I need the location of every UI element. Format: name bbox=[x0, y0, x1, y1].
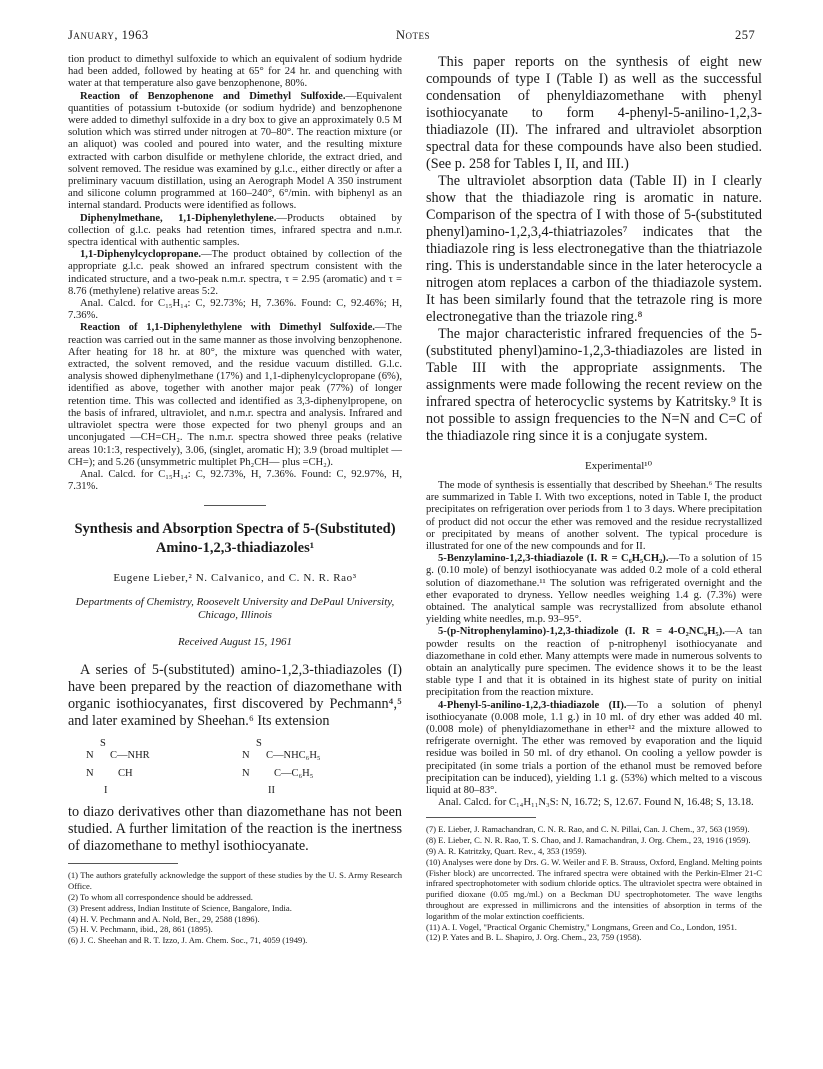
running-header-date: January, 1963 bbox=[68, 28, 149, 42]
footnote: (9) A. R. Katritzky, Quart. Rev., 4, 353 (1959). bbox=[426, 846, 587, 857]
structure-figure bbox=[68, 738, 402, 800]
article-affiliation: Departments of Chemistry, Roosevelt University and DePaul University, Chicago, Illinois bbox=[75, 596, 395, 622]
structure-i-ch: CH bbox=[118, 768, 133, 780]
footnote: (7) E. Lieber, J. Ramachandran, C. N. R. Rao, and C. N. Pillai, Can. J. Chem., 37, 563 (1959). bbox=[426, 824, 750, 835]
paragraph bbox=[68, 91, 402, 213]
run-in-heading: Diphenylmethane, 1,1-Diphenylethylene. bbox=[80, 212, 277, 224]
section-divider bbox=[204, 505, 266, 506]
analysis-line: Anal. Calcd. for C₁₄H₁₁N₃S: N, 16.72; S, 12.67. Found N, 16.48; S, 13.18. bbox=[438, 797, 754, 809]
article-authors: Eugene Lieber,² N. Calvanico, and C. N. R. Rao³ bbox=[113, 572, 357, 585]
footnote: (2) To whom all correspondence should be addressed. bbox=[68, 891, 253, 902]
experimental-heading: Experimental¹⁰ bbox=[585, 460, 652, 472]
page-number: 257 bbox=[735, 28, 756, 42]
paragraph-text: —Equivalent quantities of potassium t-butoxide (or sodium hydride) and benzophenone were added to dimethyl sulfoxide in a dry box to give an approximately 0.5 M solution which was stirred under nitrogen at 70–80°. The reaction mixture (or an aliquot) was cooled and poured into water, and the resulting mixture extracted with carbon disulfide or methylene chloride, the extract dried, and solvent removed. The residue was examined by g.l.c., either directly or after a preliminary vacuum distillation, using an Aerograph Model A 350 instrument and silicone column programmed at 160–240°, 6°/min. with biphenyl as an internal standard. Products were identified as follows. bbox=[68, 90, 402, 212]
structure-ii-nitrogen: N bbox=[242, 768, 250, 780]
structure-ii-substituent: C—NHC₆H₅ bbox=[266, 750, 321, 762]
intro-paragraph: A series of 5-(substituted) amino-1,2,3-thiadiazoles (I) have been prepared by the reaction of diazomethane with organic isothiocyanates, first discovered by Pechmann⁴,⁵ and later examined by Sheehan.⁶ Its extension bbox=[68, 662, 402, 730]
paragraph bbox=[426, 700, 762, 798]
received-date: Received August 15, 1961 bbox=[177, 636, 293, 649]
footnote: (5) H. V. Pechmann, ibid., 28, 861 (1895). bbox=[68, 924, 213, 935]
paragraph-text: —To a solution of phenyl isothiocyanate (0.008 mole, 1.1 g.) in 10 ml. of dry ether was added 40 ml. (0.008 mole) of phenyldiazomethane in ether¹² and the mixture allowed to refrigerate overnight. The ether was removed by evaporation and the liquid residue was boiled in 50 ml. of dry ethanol. On cooling a yellow powder is precipitated (in some trials a portion of the ethanol must be removed before precipitation can be induced), yielding 1.1 g. (53%) which melted to a viscous liquid at 80–83°. bbox=[426, 699, 762, 797]
paragraph: The mode of synthesis is essentially that described by Sheehan.⁶ The results are summarized in Table I. With two exceptions, noted in Table I, the product precipitates on refrigeration over periods from 1 to 3 days. Where precipitation of product did not occur the ether was removed and the residue recrystallized or precipitated by means of another solvent. The typical procedure is illustrated for one of the new compounds and for II. bbox=[426, 480, 762, 553]
structure-ii-sulfur: S bbox=[256, 738, 262, 750]
paragraph: tion product to dimethyl sulfoxide to which an equivalent of sodium hydride had been added, followed by heating at 65° for 24 hr. and quenching with water at that temperature also gave benzophenone, 80%. bbox=[68, 54, 402, 90]
analysis-line: Anal. Calcd. for C₁₅H₁₄: C, 92.73%; H, 7.36%. Found: C, 92.46%; H, 7.36%. bbox=[68, 298, 402, 322]
analysis-line: Anal. Calcd. for C₁₅H₁₄: C, 92.73%, H, 7.36%. Found: C, 92.97%, H, 7.31%. bbox=[68, 468, 402, 493]
run-in-heading: Reaction of 1,1-Diphenylethylene with Dimethyl Sulfoxide. bbox=[80, 322, 375, 334]
footnote: (12) P. Yates and B. L. Shapiro, J. Org. Chem., 23, 759 (1958). bbox=[426, 932, 642, 943]
structure-ii-nitrogen: N bbox=[242, 750, 250, 762]
paragraph-text: —The reaction was carried out in the same manner as those involving benzophenone. After heating for 18 hr. at 80°, the mixture was quenched with water, extracted, the solvent removed, and the residue vacuum distilled. G.l.c. analysis showed diphenylmethane (17%) and 1,1-diphenylcyclopropane (6%), identified as above, together with another major peak (77%) of longer retention time. This was collected and identified as 3,3-diphenylpropene, on the basis of infrared, ultraviolet, and n.m.r. spectra and analysis. Infrared and ultraviolet spectra were those expected for two phenyl groups and an unconjugated —CH=CH₂. The n.m.r. spectra showed three peaks (relative areas 10:1:3, respectively), 3.06, (singlet, aromatic H); 3.9 (broad multiplet —CH=); and 5.26 (unsymmetric multiplet Ph₂CH— plus =CH₂). bbox=[68, 322, 402, 468]
structure-ii-label: II bbox=[268, 785, 275, 797]
paragraph: The major characteristic infrared frequencies of the 5-(substituted phenyl)amino-1,2,3-thiadiazoles are listed in Table III with the appropriate assignments. The assignments were made following the recent review on the infrared spectra of heterocyclic systems by Katritsky.⁹ It is not possible to assign frequencies to the N=N and C=C of the thiadiazole ring since it is a conjugate system. bbox=[426, 326, 762, 444]
run-in-heading: 4-Phenyl-5-anilino-1,2,3-thiadiazole (II). bbox=[438, 699, 627, 711]
article-title: Synthesis and Absorption Spectra of 5-(Substituted) Amino-1,2,3-thiadiazoles¹ bbox=[74, 521, 396, 557]
right-column bbox=[426, 54, 762, 943]
left-column bbox=[68, 54, 402, 946]
structure-i-substituent: C—NHR bbox=[110, 750, 150, 762]
paragraph-text: —To a solution of 15 g. (0.10 mole) of benzyl isothiocyanate was added 0.2 mole of a cold etheral solution of diazomethane.¹¹ The solution was refrigerated overnight and the ether evaporated to dryness. Yellow needles weighing 1.4 g. (7.3%) were obtained. The analytical sample was recrystallized from absolute ethanol yielding white needles, m.p. 93–95°. bbox=[426, 553, 762, 626]
footnote: (1) The authors gratefully acknowledge the support of these studies by the U. S. Army Research Office. bbox=[68, 870, 402, 892]
paragraph bbox=[68, 322, 402, 468]
structure-i-nitrogen: N bbox=[86, 750, 94, 762]
run-in-heading: 5-Benzylamino-1,2,3-thiadiazole (I. R = C₆H₅CH₂). bbox=[438, 553, 669, 565]
structure-i-sulfur: S bbox=[100, 738, 106, 750]
run-in-heading: 5-(p-Nitrophenylamino)-1,2,3-thiadizole (I. R = 4-O₂NC₆H₅). bbox=[438, 626, 725, 638]
structure-i-nitrogen: N bbox=[86, 768, 94, 780]
footnote: (6) J. C. Sheehan and R. T. Izzo, J. Am. Chem. Soc., 71, 4059 (1949). bbox=[68, 935, 308, 946]
run-in-heading: 1,1-Diphenylcyclopropane. bbox=[80, 249, 202, 261]
structure-i-label: I bbox=[104, 785, 108, 797]
footnote: (8) E. Lieber, C. N. R. Rao, T. S. Chao, and J. Ramachandran, J. Org. Chem., 23, 1916 (1959). bbox=[426, 835, 751, 846]
paragraph bbox=[68, 249, 402, 298]
paragraph: This paper reports on the synthesis of eight new compounds of type I (Table I) as well as the successful condensation of phenyldiazomethane with phenyl isothiocyanate to form 4-phenyl-5-anilino-1,2,3-thiadiazole (II). The infrared and ultraviolet absorption spectral data for these compounds have also been studied. (See p. 258 for Tables I, II, and III.) bbox=[426, 54, 762, 172]
footnote: (10) Analyses were done by Drs. G. W. Weiler and F. B. Strauss, Oxford, England. Melting points (Fisher block) are uncorrected. The infrared spectra were obtained with the Perkin-Elmer 21-C infrared spectrophotometer with sodium chloride optics. The ultraviolet spectra were obtained in purified dioxane (0.05 mg./ml.) on a Beckman DU spectrophotometer. The wave lengths throughout are expressed in millimicrons and the intensities of absorption in terms of the logarithm of the molar extinction coefficients. bbox=[426, 856, 762, 921]
footnote: (11) A. I. Vogel, "Practical Organic Chemistry," Longmans, Green and Co., London, 1951. bbox=[426, 921, 737, 932]
run-in-heading: Reaction of Benzophenone and Dimethyl Sulfoxide. bbox=[80, 90, 346, 102]
right-footnotes bbox=[426, 824, 762, 943]
paragraph-text: —The product obtained by collection of the appropriate g.l.c. peak showed an infrared spectrum consistent with the indicated structure, and a two-peak n.m.r. spectra, τ = 2.95 (aromatic) and τ = 8.76 (methylene) relative areas 5:2. bbox=[68, 249, 402, 297]
footnote: (3) Present address, Indian Institute of Science, Bangalore, India. bbox=[68, 902, 292, 913]
left-footnotes bbox=[68, 870, 402, 946]
intro-continuation: to diazo derivatives other than diazomethane has not been studied. A further limitation of the reaction is the inertness of diazomethane to methyl isothiocyanate. bbox=[68, 804, 402, 855]
paragraph-text: —Products obtained by collection of g.l.c. peaks had retention times, infrared spectra and n.m.r. spectra identical with authentic samples. bbox=[68, 212, 402, 249]
footnote-divider bbox=[426, 817, 536, 818]
paragraph bbox=[426, 626, 762, 699]
footnote-divider bbox=[68, 863, 178, 864]
structure-ii-phenyl: C—C₆H₅ bbox=[274, 768, 314, 780]
paragraph: The ultraviolet absorption data (Table II) in I clearly show that the thiadiazole ring is aromatic in nature. Comparison of the spectra of I with those of 5-(substituted phenyl)amino-1,2,3,4-thiatriazoles⁷ indicates that the thiadiazole ring is less electronegative than the thiatriazole ring. This is understandable since in the later heterocycle a nitrogen atom replaces a carbon of the thiadiazole system. It has been similarly found that the tetrazole ring is more electronegative than the triazole ring.⁸ bbox=[426, 173, 762, 325]
paragraph bbox=[68, 213, 402, 250]
footnote: (4) H. V. Pechmann and A. Nold, Ber., 29, 2588 (1896). bbox=[68, 913, 260, 924]
paragraph bbox=[426, 553, 762, 626]
paragraph-text: —A tan powder results on the reaction of p-nitrophenyl isothiocyanate and diazomethane in cold ether. Many attempts were made in numerous solvents to obtain an analytically pure specimen. The evidence shows it to be the least stable type I and that it is obtained in its highest state of purity on initial precipitation from the reaction mixture. bbox=[426, 626, 762, 699]
running-header-section: Notes bbox=[396, 28, 431, 42]
